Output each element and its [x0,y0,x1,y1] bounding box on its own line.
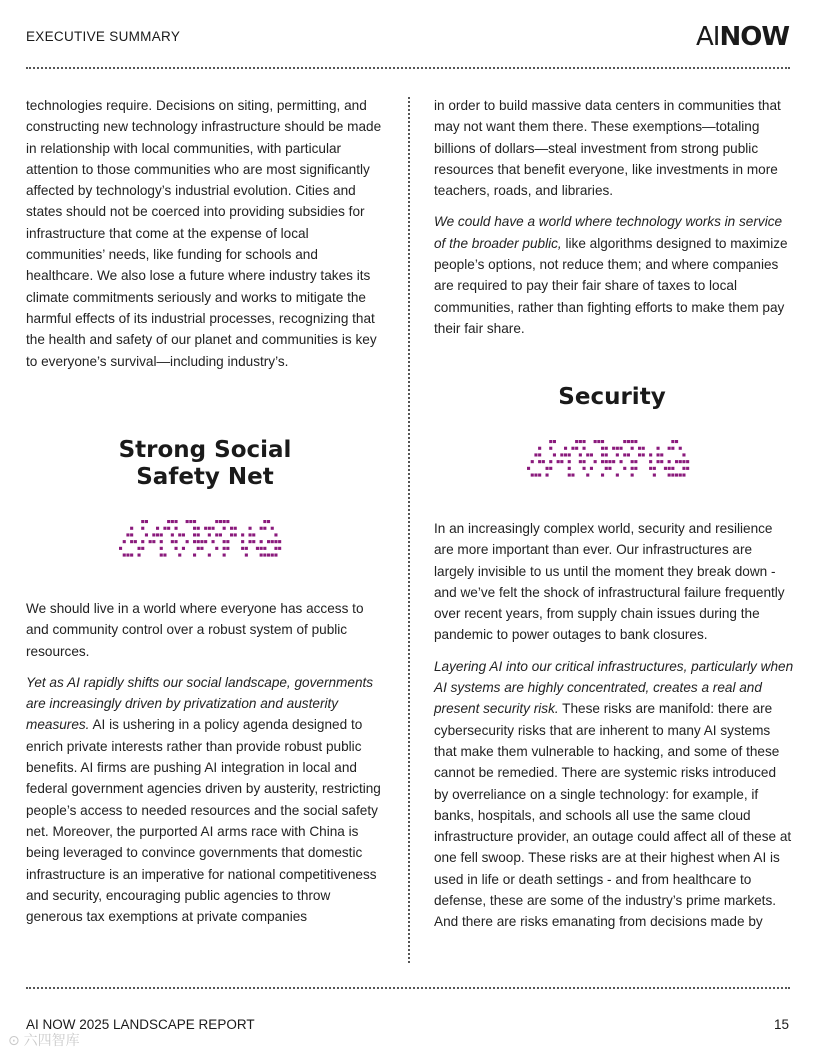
pixel-motif-icon [119,520,289,562]
logo-ai-part: AI [695,22,720,52]
right-paragraph-3: In an increasingly complex world, security and resilience are more important than ever. Our infrastructures are largely invisible to us until the moment they break down - and we’ve felt the shock of infrastructural failure frequently over recent years, from supply chain issues during the pandemic to power outages to bank closures. [434,521,785,643]
right-paragraph-2 [434,211,794,339]
right-paragraph-4-text: These risks are manifold: there are cybersecurity risks that are inherent to many AI systems that make them vulnerable to hacking, and some of these cannot be remedied. There are systemic risks introduced by overreliance on a single technology: for example, if banks, hospitals, and schools all use the same cloud infrastructure provider, an outage could affect all of these at one fell swoop. These risks are at their highest when AI is used in life or death settings - and from healthcare to defense, these are some of the industry’s prime markets. And there are risks emanating from decisions made by [434,701,792,930]
section-title-line-1: Strong Social [118,437,292,463]
left-paragraph-3 [26,672,384,928]
running-header: EXECUTIVE SUMMARY [26,29,181,44]
logo-now-part: NOW [719,22,789,52]
section-title-line-2: Safety Net [136,464,274,490]
header-divider [26,67,790,69]
running-footer: AI NOW 2025 LANDSCAPE REPORT [26,1017,255,1032]
column-divider [408,97,410,963]
pixel-motif-icon [527,440,697,482]
right-paragraph-2-italic: We could have a world where technology works in service of the broader public, [434,214,783,251]
right-paragraph-1: in order to build massive data centers in communities that may not want them there. These exemptions—totaling billions of dollars—steal investment from strong public resources that benefit everyone, like investments in more teachers, roads, and libraries. [434,98,781,199]
left-paragraph-2: We should live in a world where everyone has access to and community control over a robust system of public resources. [26,601,364,659]
right-paragraph-2-text: like algorithms designed to maximize people’s options, not reduce them; and where companies are required to pay their fair share of taxes to local communities, rather than fighting efforts to make them pay their fair share. [434,235,788,336]
left-column [26,95,384,382]
left-paragraph-3-text: AI is ushering in a policy agenda designed to enrich private interests rather than provide robust public benefits. AI firms are pushing AI integration in local and federal government agencies driven by austerity, restricting people’s access to needed resources and the social safety net. Moreover, the purported AI arms race with China is being leveraged to convince governments that domestic infrastructure is an imperative for national competitiveness and security, encouraging public agencies to throw generous tax exemptions at private companies [26,717,381,925]
left-paragraph-1: technologies require. Decisions on siting, permitting, and constructing new technology infrastructure should be made in relationship with local communities, with particular attention to those communities who are most significantly affected by technology’s industrial evolution. Cities and states should not be coerced into providing subsidies for infrastructure that come at the expense of local communities’ needs, like funding for schools and healthcare. We also lose a future where industry takes its climate commitments seriously and works to mitigate the harmful effects of its industrial processes, recognizing that the health and safety of our planet and communities is key to everyone’s survival—including industry’s. [26,98,382,369]
footer-divider [26,987,790,989]
left-paragraph-3-italic: Yet as AI rapidly shifts our social landscape, governments are increasingly driven by privatization and austerity measures. [26,674,374,733]
watermark: ⊙ 六四智库 [8,1032,80,1048]
right-column [434,95,794,349]
right-paragraph-4 [434,656,794,933]
ai-now-logo [696,22,789,52]
right-column-lower [434,518,794,943]
left-column-lower [26,598,384,937]
page-number: 15 [773,1017,789,1032]
section-title-security: Security [558,384,666,410]
section-title-social-safety-net [26,437,384,491]
right-paragraph-4-italic: Layering AI into our critical infrastructures, particularly when AI systems are highly concentrated, creates a real and present security risk. [434,658,794,717]
